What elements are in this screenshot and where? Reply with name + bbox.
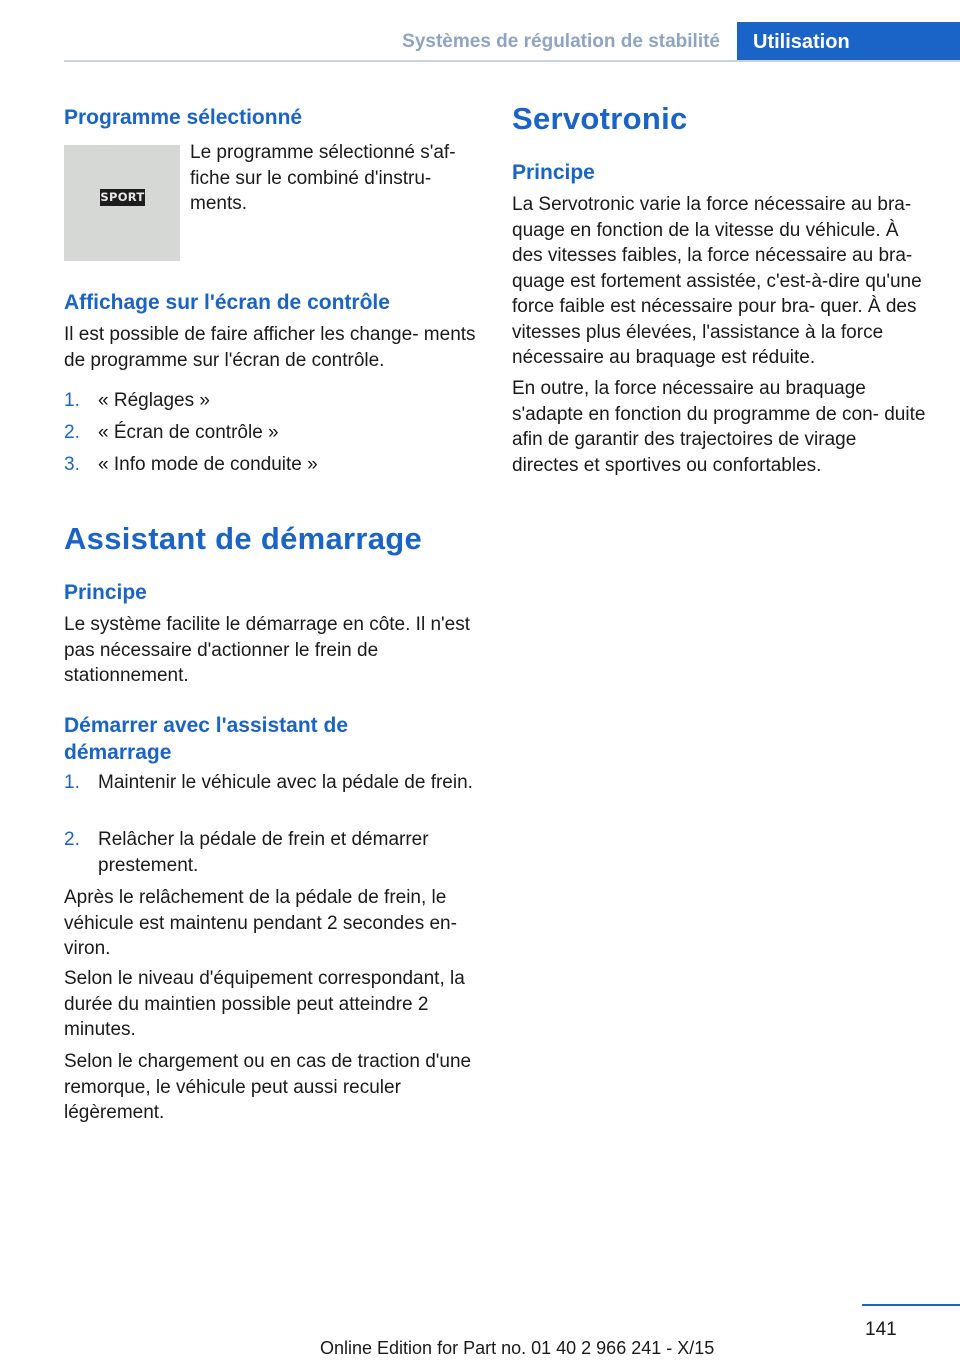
programme-text: Le programme sélectionné s'af‐ fiche sur le combiné d'instru‐ ments. [190,142,456,214]
servotronic-title: Servotronic [512,101,688,136]
demarrer-heading: Démarrer avec l'assistant de démarrage [64,714,348,764]
list-number: 2. [64,422,80,443]
principe-heading-right: Principe [512,161,595,184]
list-text: « Info mode de conduite » [98,454,318,475]
footer-divider [862,1304,960,1306]
paragraph-maintien: Après le relâchement de la pédale de frein, le véhicule est maintenu pendant 2 secondes en‐ viron. [64,887,457,959]
header-divider [64,60,960,62]
principe-heading-left: Principe [64,581,147,604]
header-section-title: Systèmes de régulation de stabilité [402,31,720,52]
header-tab-utilisation[interactable]: Utilisation [737,22,960,62]
page-number: 141 [865,1319,897,1340]
instrument-cluster-image [64,145,180,261]
list-number: 2. [64,829,80,850]
list-number: 1. [64,390,80,411]
list-text: « Réglages » [98,390,210,411]
list-text: Relâcher la pédale de frein et démarrer prestement. [98,829,429,876]
list-text: Maintenir le véhicule avec la pédale de frein. [98,772,473,793]
sport-badge: SPORT [100,190,145,204]
principe-text-left: Le système facilite le démarrage en côte. Il n'est pas nécessaire d'actionner le frein de stationnement. [64,614,470,686]
paragraph-equipement: Selon le niveau d'équipement correspondant, la durée du maintien possible peut atteindre 2 minutes. [64,968,465,1040]
list-number: 3. [64,454,80,475]
servotronic-paragraph-1: La Servotronic varie la force nécessaire au bra‐ quage en fonction de la vitesse du véhicule. À des vitesses faibles, la force nécessaire au bra‐ quage est fortement assistée, c'est-à-dire qu'une force faible est nécessaire pour bra‐ quer. À des vitesses plus élevées, l'assistance à la force nécessaire au braquage est réduite. [512,194,922,368]
list-number: 1. [64,772,80,793]
paragraph-chargement: Selon le chargement ou en cas de traction d'une remorque, le véhicule peut aussi reculer légèrement. [64,1051,472,1123]
servotronic-paragraph-2: En outre, la force nécessaire au braquage s'adapte en fonction du programme de con‐ duite afin de garantir des trajectoires de virage directes et sportives ou confortables. [512,378,926,476]
list-text: « Écran de contrôle » [98,422,279,443]
programme-heading: Programme sélectionné [64,106,303,129]
affichage-text: Il est possible de faire afficher les change‐ ments de programme sur l'écran de contrôle. [64,324,476,371]
edition-note: Online Edition for Part no. 01 40 2 966 241 - X/15 [320,1338,715,1358]
affichage-heading: Affichage sur l'écran de contrôle [64,291,390,314]
assistant-title: Assistant de démarrage [64,521,423,556]
